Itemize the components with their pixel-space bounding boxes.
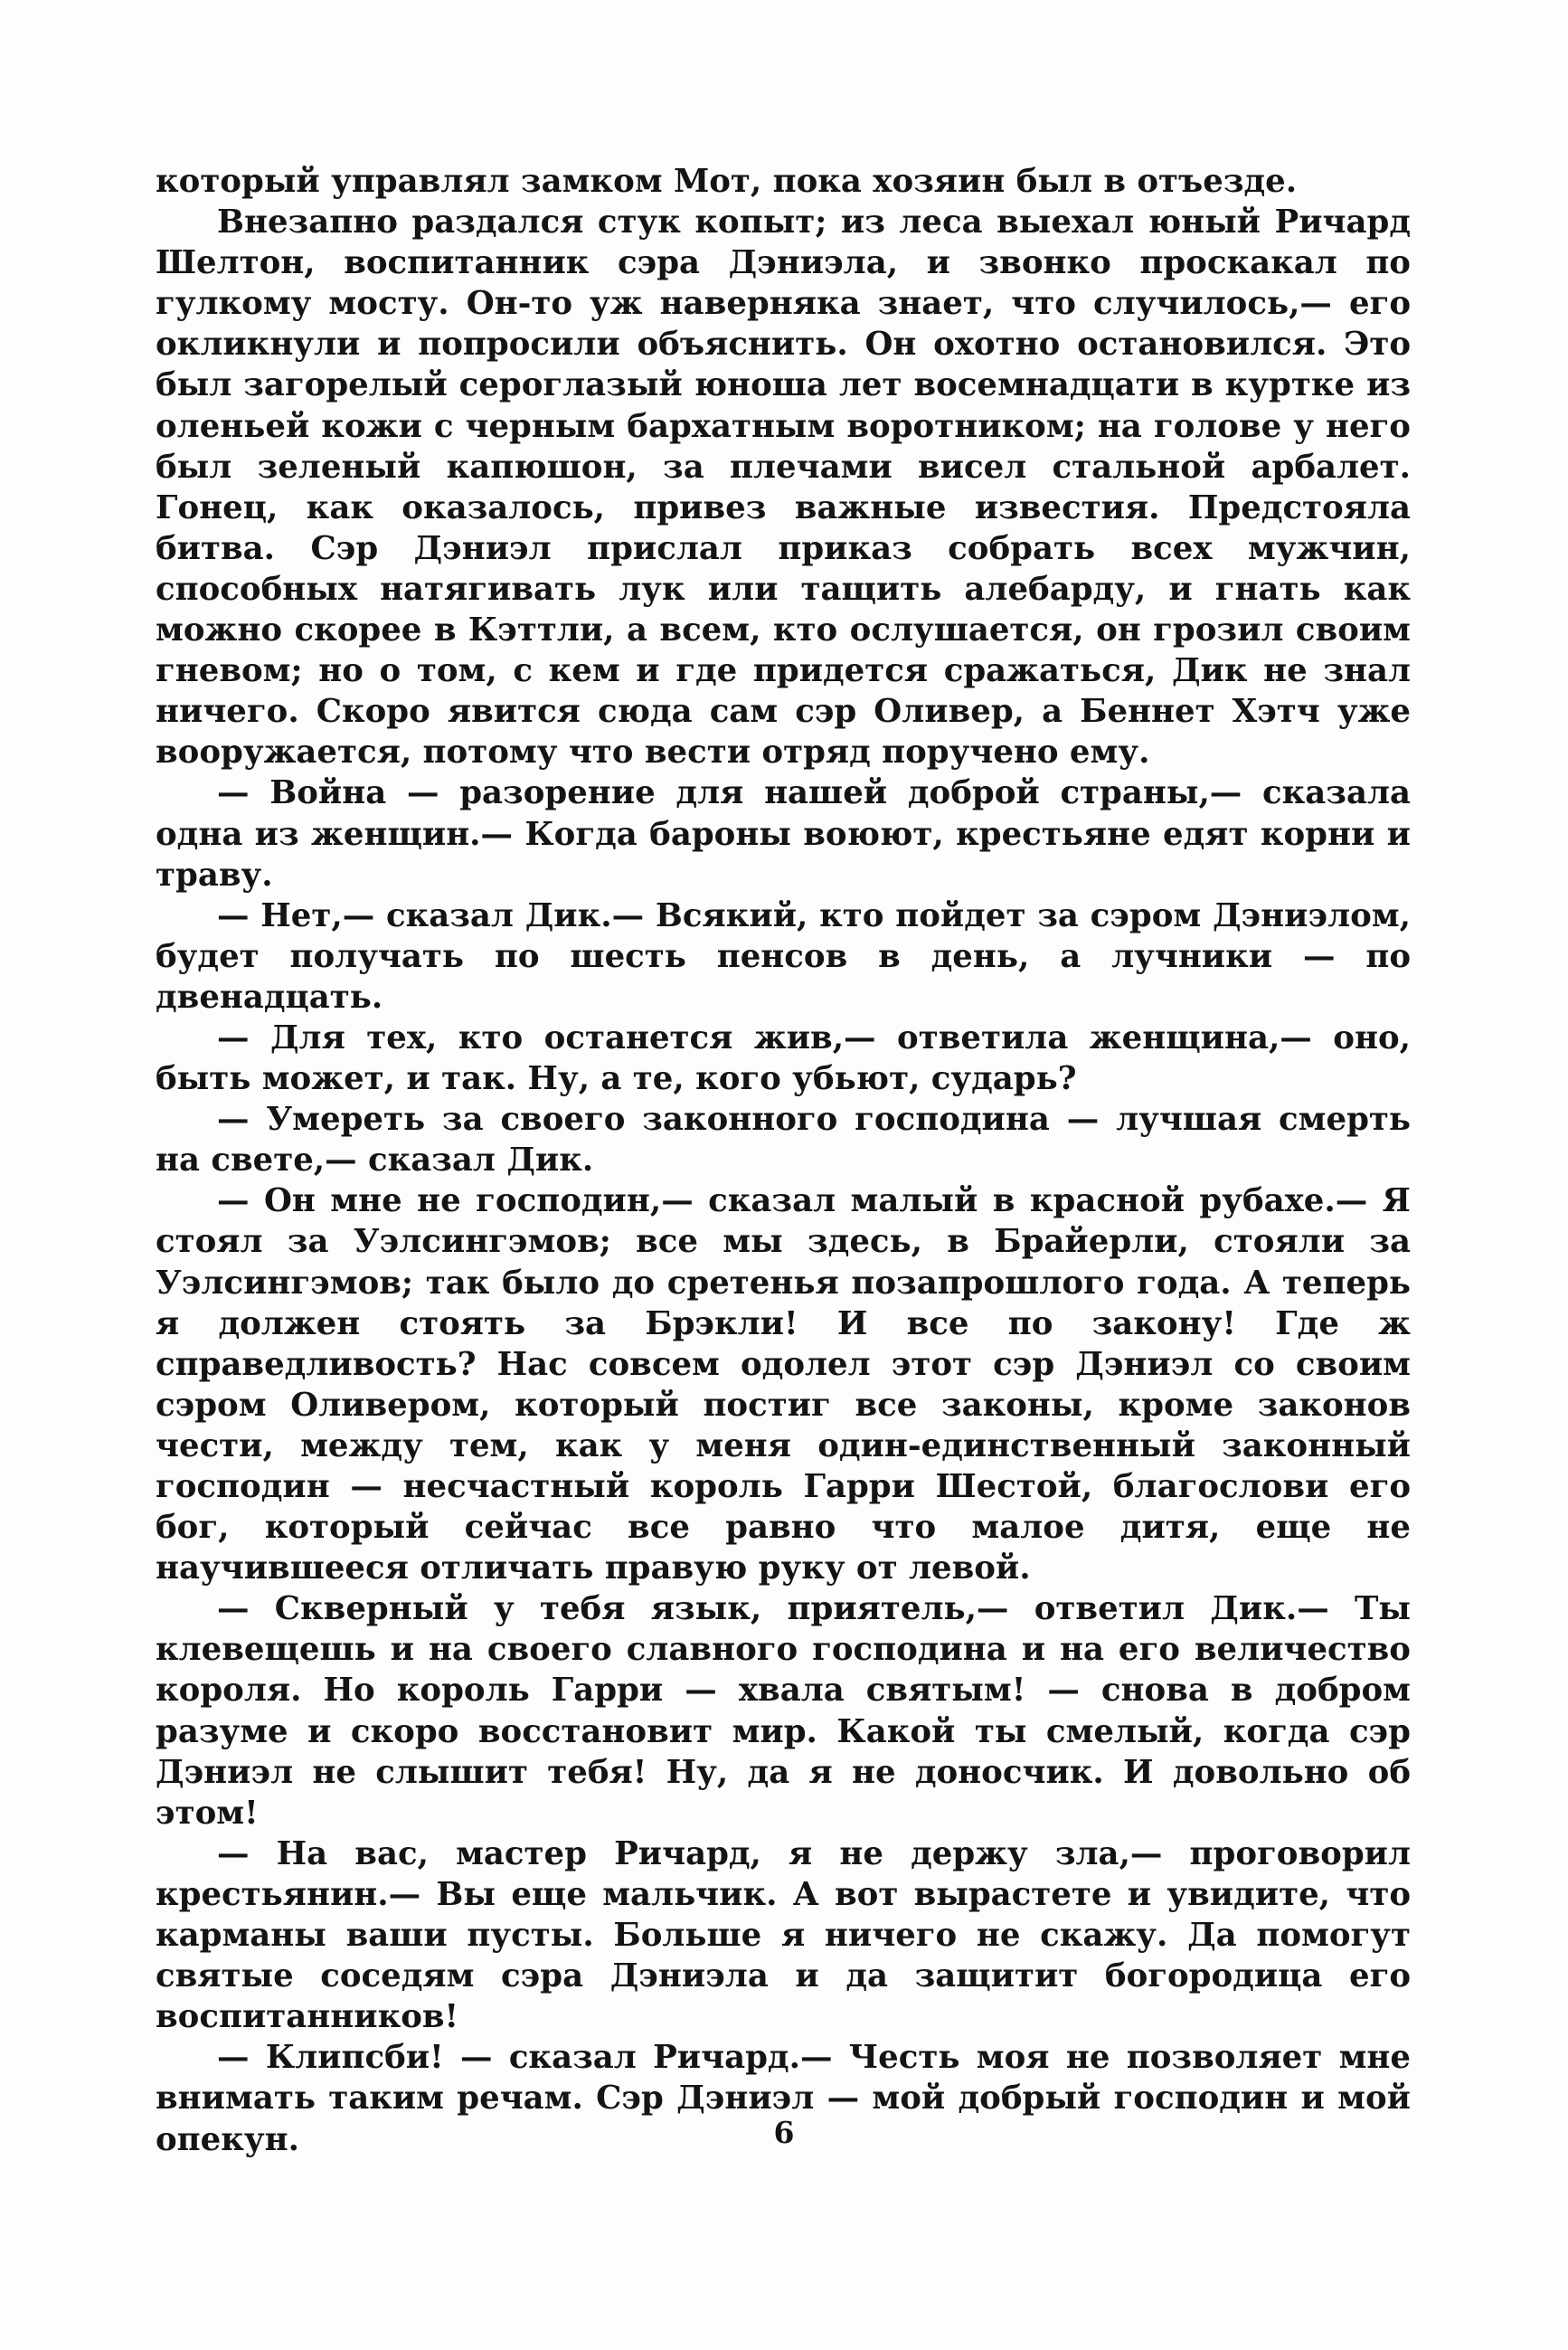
paragraph-continued: который управлял замком Мот, пока хозяин был в отъезде. — [156, 163, 1298, 200]
paragraph: — Война — разорение для нашей доброй страны,— сказала одна из женщин.— Когда бароны воюют, крестьяне едят корни и траву. — [156, 774, 1411, 894]
page-number: 6 — [773, 2115, 795, 2150]
paragraph: Внезапно раздался стук копыт; из леса выехал юный Ричард Шелтон, воспитанник сэра Дэниэла, и звонко проскакал по гулкому мосту. Он-то уж наверняка знает, что случилось,— его окликнули и попросили объяснить. Он охотно остановился. Это был загорелый сероглазый юноша лет восемнадцати в куртке из оленьей кожи с черным бархатным воротником; на голове у него был зеленый капюшон, за плечами висел стальной арбалет. Гонец, как оказалось, привез важные известия. Предстояла битва. Сэр Дэниэл прислал приказ собрать всех мужчин, способных натягивать лук или тащить алебарду, и гнать как можно скорее в Кэттли, а всем, кто ослушается, он грозил своим гневом; но о том, с кем и где придется сражаться, Дик не знал ничего. Скоро явится сюда сам сэр Оливер, а Беннет Хэтч уже вооружается, потому что вести отряд поручено ему. — [156, 204, 1411, 772]
paragraph: — Клипсби! — сказал Ричард.— Честь моя не позволяет мне внимать таким речам. Сэр Дэниэл — мой добрый господин и мой опекун. — [156, 2039, 1411, 2158]
paragraph: — Он мне не господин,— сказал малый в красной рубахе.— Я стоял за Уэлсингэмов; все мы здесь, в Брайерли, стояли за Уэлсингэмов; так было до сретенья позапрошлого года. А теперь я должен стоять за Брэкли! И все по закону! Где ж справедливость? Нас совсем одолел этот сэр Дэниэл со своим сэром Оливером, который постиг все законы, кроме законов чести, между тем, как у меня один-единственный законный господин — несчастный король Гарри Шестой, благослови его бог, который сейчас все равно что малое дитя, еще не научившееся отличать правую руку от левой. — [156, 1182, 1411, 1587]
paragraph: — Нет,— сказал Дик.— Всякий, кто пойдет за сэром Дэниэлом, будет получать по шесть пенсов в день, а лучники — по двенадцать. — [156, 896, 1411, 1016]
paragraph: — Для тех, кто останется жив,— ответила женщина,— оно, быть может, и так. Ну, а те, кого убьют, сударь? — [156, 1019, 1411, 1098]
paragraph: — На вас, мастер Ричард, я не держу зла,— проговорил крестьянин.— Вы еще мальчик. А вот вырастете и увидите, что карманы ваши пусты. Больше я ничего не скажу. Да помогут святые соседям сэра Дэниэла и да защитит богородица его воспитанников! — [156, 1834, 1411, 2036]
paragraph: — Умереть за своего законного господина — лучшая смерть на свете,— сказал Дик. — [156, 1101, 1411, 1180]
page-body-text — [156, 161, 1411, 2160]
paragraph: — Скверный у тебя язык, приятель,— ответил Дик.— Ты клевещешь и на своего славного господина и на его величество короля. Но король Гарри — хвала святым! — снова в добром разуме и скоро восстановит мир. Какой ты смелый, когда сэр Дэниэл не слышит тебя! Ну, да я не доносчик. И довольно об этом! — [156, 1590, 1411, 1832]
